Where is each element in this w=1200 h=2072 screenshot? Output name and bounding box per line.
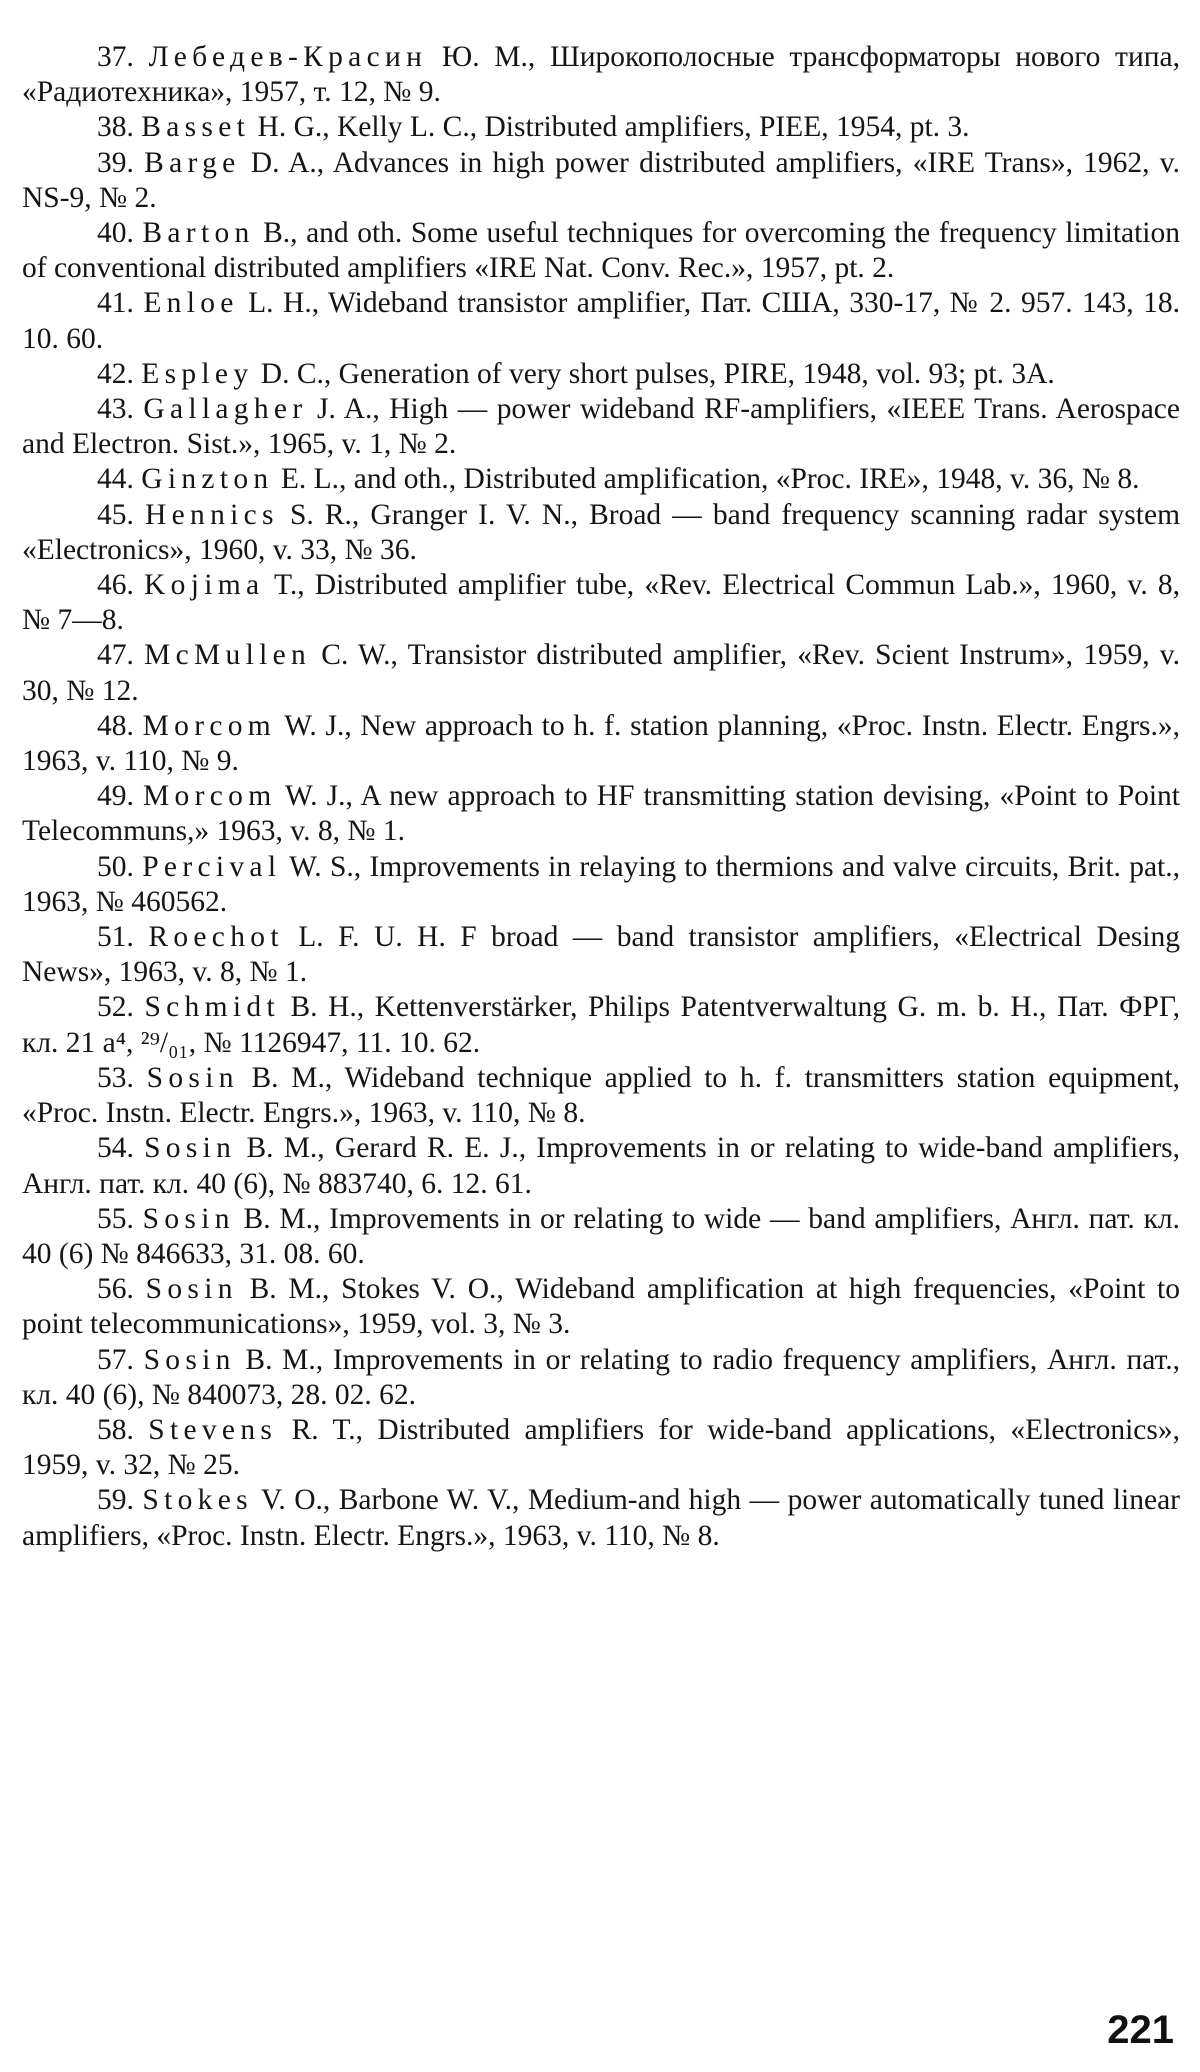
page-number: 221: [1107, 2008, 1174, 2052]
reference-number: 39.: [97, 146, 134, 179]
reference-number: 53.: [97, 1061, 134, 1094]
reference-number: 40.: [97, 217, 134, 250]
reference-author: Sosin: [144, 1132, 237, 1165]
reference-text: W. J., A new approach to HF transmitting station devising, «Point to Point Telecommuns,» 1963, v. 8, № 1.: [22, 780, 1180, 848]
reference-number: 49.: [97, 780, 134, 813]
reference-author: Barge: [144, 146, 241, 179]
reference-text: B., and oth. Some useful techniques for overcoming the frequency limitation of conventional distributed amplifiers «IRE Nat. Conv. Rec.», 1957, pt. 2.: [22, 217, 1180, 285]
reference-item: [22, 110, 1180, 145]
reference-text: L. F. U. H. F broad — band transistor amplifiers, «Electrical Desing News», 1963, v. 8, № 1.: [22, 921, 1181, 989]
reference-item: [22, 40, 1180, 110]
reference-number: 38.: [97, 111, 134, 144]
reference-number: 52.: [97, 991, 134, 1024]
reference-number: 42.: [97, 357, 134, 390]
reference-text: W. J., New approach to h. f. station planning, «Proc. Instn. Electr. Engrs.», 1963, v. 110, № 9.: [22, 709, 1181, 778]
reference-number: 59.: [97, 1484, 134, 1517]
reference-item: [22, 1272, 1180, 1342]
reference-text: L. H., Wideband transistor amplifier, Пат. США, 330-17, № 2. 957. 143, 18. 10. 60.: [22, 287, 1180, 355]
reference-number: 47.: [97, 639, 134, 672]
reference-item: [22, 462, 1180, 497]
reference-item: [22, 216, 1180, 286]
reference-item: [22, 568, 1180, 638]
reference-text: V. O., Barbone W. V., Medium-and high — power automatically tuned linear amplifiers, «Proc. Instn. Electr. Engrs.», 1963, v. 110, № 8.: [22, 1484, 1180, 1552]
reference-text: B. M., Improvements in or relating to radio frequency amplifiers, Англ. пат., кл. 40 (6), № 840073, 28. 02. 62.: [22, 1343, 1180, 1411]
reference-number: 45.: [97, 498, 134, 531]
reference-text: H. G., Kelly L. C., Distributed amplifiers, PIEE, 1954, pt. 3.: [250, 111, 970, 144]
reference-number: 58.: [97, 1413, 134, 1446]
reference-number: 51.: [97, 921, 134, 954]
reference-author: Sosin: [146, 1061, 239, 1094]
reference-item: [22, 1061, 1180, 1131]
reference-author: Sosin: [145, 1273, 238, 1306]
reference-author: McMullen: [144, 639, 312, 672]
reference-number: 43.: [97, 393, 134, 426]
reference-item: [22, 638, 1180, 708]
reference-author: Morcom: [142, 709, 277, 742]
reference-item: [22, 357, 1180, 392]
reference-number: 57.: [97, 1343, 134, 1376]
reference-item: [22, 1131, 1180, 1201]
reference-text: B. M., Improvements in or relating to wide — band amplifiers, Англ. пат. кл. 40 (6) № 846633, 31. 08. 60.: [22, 1202, 1180, 1270]
reference-text: D. C., Generation of very short pulses, PIRE, 1948, vol. 93; pt. 3A.: [253, 357, 1055, 390]
reference-item: [22, 779, 1180, 849]
reference-item: [22, 1202, 1180, 1272]
reference-item: [22, 920, 1180, 990]
reference-text: R. T., Distributed amplifiers for wide-band applications, «Electronics», 1959, v. 32, № 25.: [22, 1413, 1180, 1482]
reference-author: Stevens: [148, 1413, 278, 1446]
reference-text: D. A., Advances in high power distributed amplifiers, «IRE Trans», 1962, v. NS-9, № 2.: [22, 146, 1180, 214]
reference-text: Ю. М., Широкополосные трансформаторы нового типа, «Радиотехника», 1957, т. 12, № 9.: [22, 41, 1180, 109]
reference-author: Лебедев-Красин: [148, 41, 428, 73]
reference-text: E. L., and oth., Distributed amplification, «Proc. IRE», 1948, v. 36, № 8.: [273, 463, 1140, 496]
reference-text: B. M., Stokes V. O., Wideband amplification at high frequencies, «Point to point telecommunications», 1959, vol. 3, № 3.: [22, 1273, 1181, 1341]
reference-item: [22, 286, 1180, 356]
reference-text: S. R., Granger I. V. N., Broad — band frequency scanning radar system «Electronics», 1960, v. 33, № 36.: [22, 498, 1181, 566]
reference-item: [22, 1343, 1180, 1413]
reference-author: Sosin: [143, 1343, 236, 1376]
reference-item: [22, 850, 1180, 920]
reference-author: Percival: [142, 850, 282, 883]
reference-list: [22, 40, 1180, 1554]
reference-author: Enloe: [143, 287, 239, 320]
reference-number: 54.: [97, 1132, 134, 1165]
reference-number: 37.: [97, 41, 134, 73]
reference-number: 50.: [97, 850, 134, 883]
reference-author: Barton: [142, 217, 255, 250]
reference-item: [22, 990, 1180, 1060]
reference-item: [22, 1483, 1180, 1553]
reference-text: W. S., Improvements in relaying to thermions and valve circuits, Brit. pat., 1963, № 460562.: [22, 850, 1180, 918]
reference-text: T., Distributed amplifier tube, «Rev. Electrical Commun Lab.», 1960, v. 8, № 7—8.: [22, 569, 1180, 637]
reference-number: 56.: [97, 1273, 134, 1306]
reference-text: B. M., Wideband technique applied to h. f. transmitters station equipment, «Proc. Instn. Electr. Engrs.», 1963, v. 110, № 8.: [22, 1061, 1181, 1130]
reference-author: Basset: [141, 111, 251, 144]
reference-author: Gallagher: [143, 393, 308, 426]
reference-number: 46.: [97, 569, 134, 602]
reference-number: 44.: [97, 463, 134, 496]
reference-number: 48.: [97, 709, 134, 742]
reference-author: Morcom: [143, 780, 277, 813]
reference-item: [22, 1413, 1180, 1483]
reference-text: B. M., Gerard R. E. J., Improvements in or relating to wide-band amplifiers, Англ. пат. кл. 40 (6), № 883740, 6. 12. 61.: [22, 1132, 1180, 1200]
reference-author: Roechot: [148, 921, 284, 954]
reference-author: Espley: [141, 357, 254, 390]
reference-author: Schmidt: [144, 991, 280, 1024]
reference-item: [22, 392, 1180, 462]
reference-text: J. A., High — power wideband RF-amplifiers, «IEEE Trans. Aerospace and Electron. Sist.», 1965, v. 1, № 2.: [22, 393, 1180, 461]
reference-number: 41.: [97, 287, 134, 320]
reference-text: C. W., Transistor distributed amplifier, «Rev. Scient Instrum», 1959, v. 30, № 12.: [22, 639, 1180, 707]
reference-author: Sosin: [142, 1202, 235, 1235]
reference-author: Ginzton: [141, 463, 274, 496]
reference-item: [22, 146, 1180, 216]
reference-author: Kojima: [144, 569, 265, 602]
reference-author: Stokes: [142, 1484, 253, 1517]
reference-text: B. H., Kettenverstärker, Philips Patentverwaltung G. m. b. H., Пат. ФРГ, кл. 21 a⁴, ²⁹/₀₁, № 1126947, 11. 10. 62.: [22, 991, 1180, 1059]
reference-author: Hennics: [145, 498, 279, 531]
reference-number: 55.: [97, 1202, 134, 1235]
reference-item: [22, 709, 1180, 779]
reference-item: [22, 498, 1180, 568]
